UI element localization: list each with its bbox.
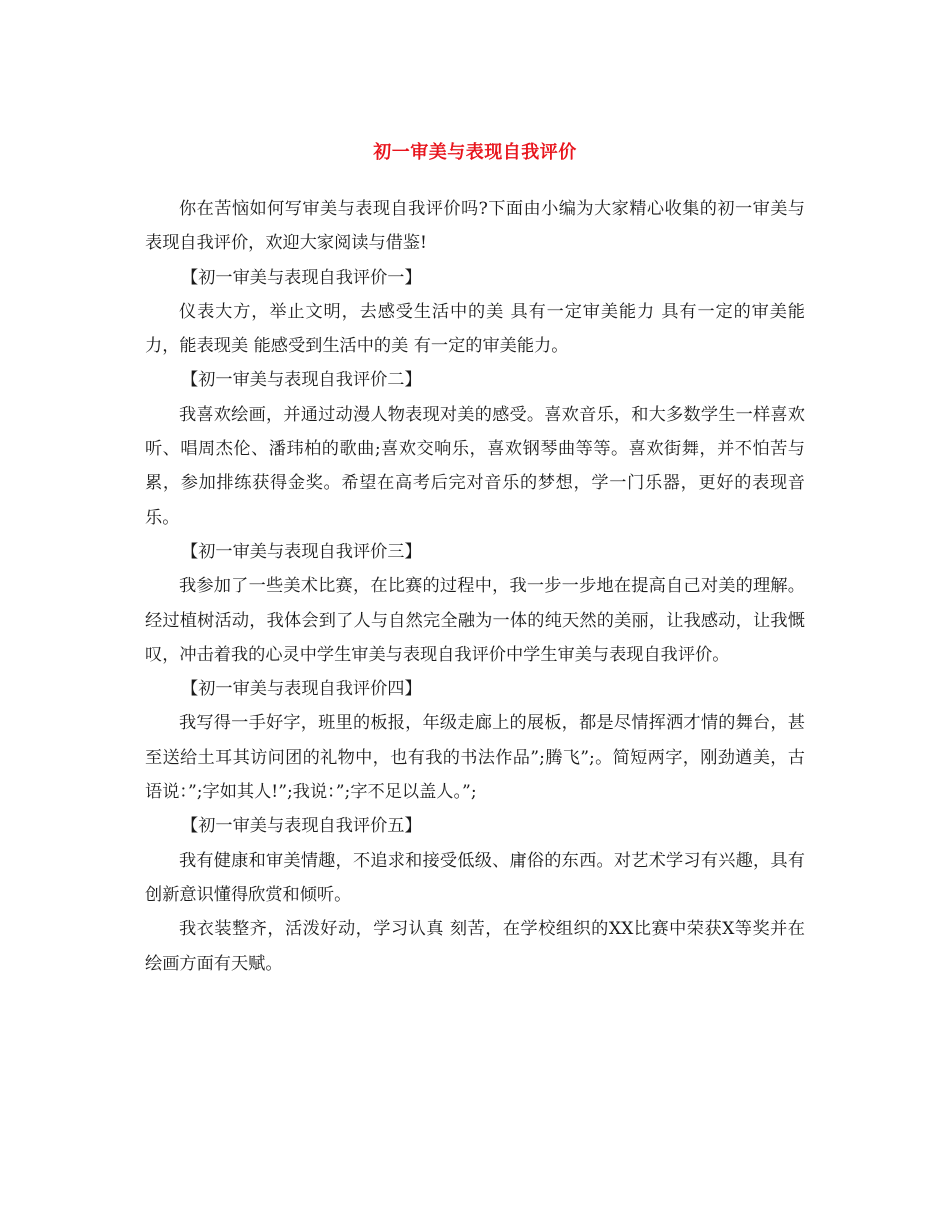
section-body-5: 我有健康和审美情趣，不追求和接受低级、庸俗的东西。对艺术学习有兴趣，具有创新意识懂得欣赏和倾听。 bbox=[145, 850, 805, 905]
section-heading-3: 【初一审美与表现自我评价三】 bbox=[181, 541, 422, 562]
section-body-3: 我参加了一些美术比赛，在比赛的过程中，我一步一步地在提高自己对美的理解。经过植树活动，我体会到了人与自然完全融为一体的纯天然的美丽，让我感动，让我慨叹，冲击着我的心灵中学生审美与表现自我评价中学生审美与表现自我评价。 bbox=[145, 576, 805, 665]
section-body-5-extra: 我衣装整齐，活泼好动，学习认真 刻苦，在学校组织的XX比赛中荣获X等奖并在绘画方面有天赋。 bbox=[145, 919, 805, 974]
section-body-1: 仪表大方，举止文明，去感受生活中的美 具有一定审美能力 具有一定的审美能力，能表现美 能感受到生活中的美 有一定的审美能力。 bbox=[145, 301, 805, 357]
intro-paragraph: 你在苦恼如何写审美与表现自我评价吗?下面由小编为大家精心收集的初一审美与表现自我评价，欢迎大家阅读与借鉴! bbox=[145, 199, 805, 254]
document-title: 初一审美与表现自我评价 bbox=[373, 142, 577, 163]
section-heading-2: 【初一审美与表现自我评价二】 bbox=[181, 370, 422, 391]
section-body-2: 我喜欢绘画，并通过动漫人物表现对美的感受。喜欢音乐，和大多数学生一样喜欢听、唱周杰伦、潘玮柏的歌曲;喜欢交响乐，喜欢钢琴曲等等。喜欢街舞，并不怕苦与累，参加排练获得金奖。希望在高考后完对音乐的梦想，学一门乐器，更好的表现音乐。 bbox=[145, 404, 805, 528]
section-heading-1: 【初一审美与表现自我评价一】 bbox=[181, 267, 422, 288]
section-heading-5: 【初一审美与表现自我评价五】 bbox=[181, 816, 422, 837]
section-heading-4: 【初一审美与表现自我评价四】 bbox=[181, 679, 422, 700]
document-body bbox=[145, 192, 805, 981]
section-body-4: 我写得一手好字，班里的板报，年级走廊上的展板，都是尽情挥洒才情的舞台，甚至送给土耳其访问团的礼物中，也有我的书法作品”;腾飞”;。简短两字，刚劲遒美，古语说：”;字如其人!”;我说：”;字不足以盖人。”; bbox=[145, 713, 805, 803]
